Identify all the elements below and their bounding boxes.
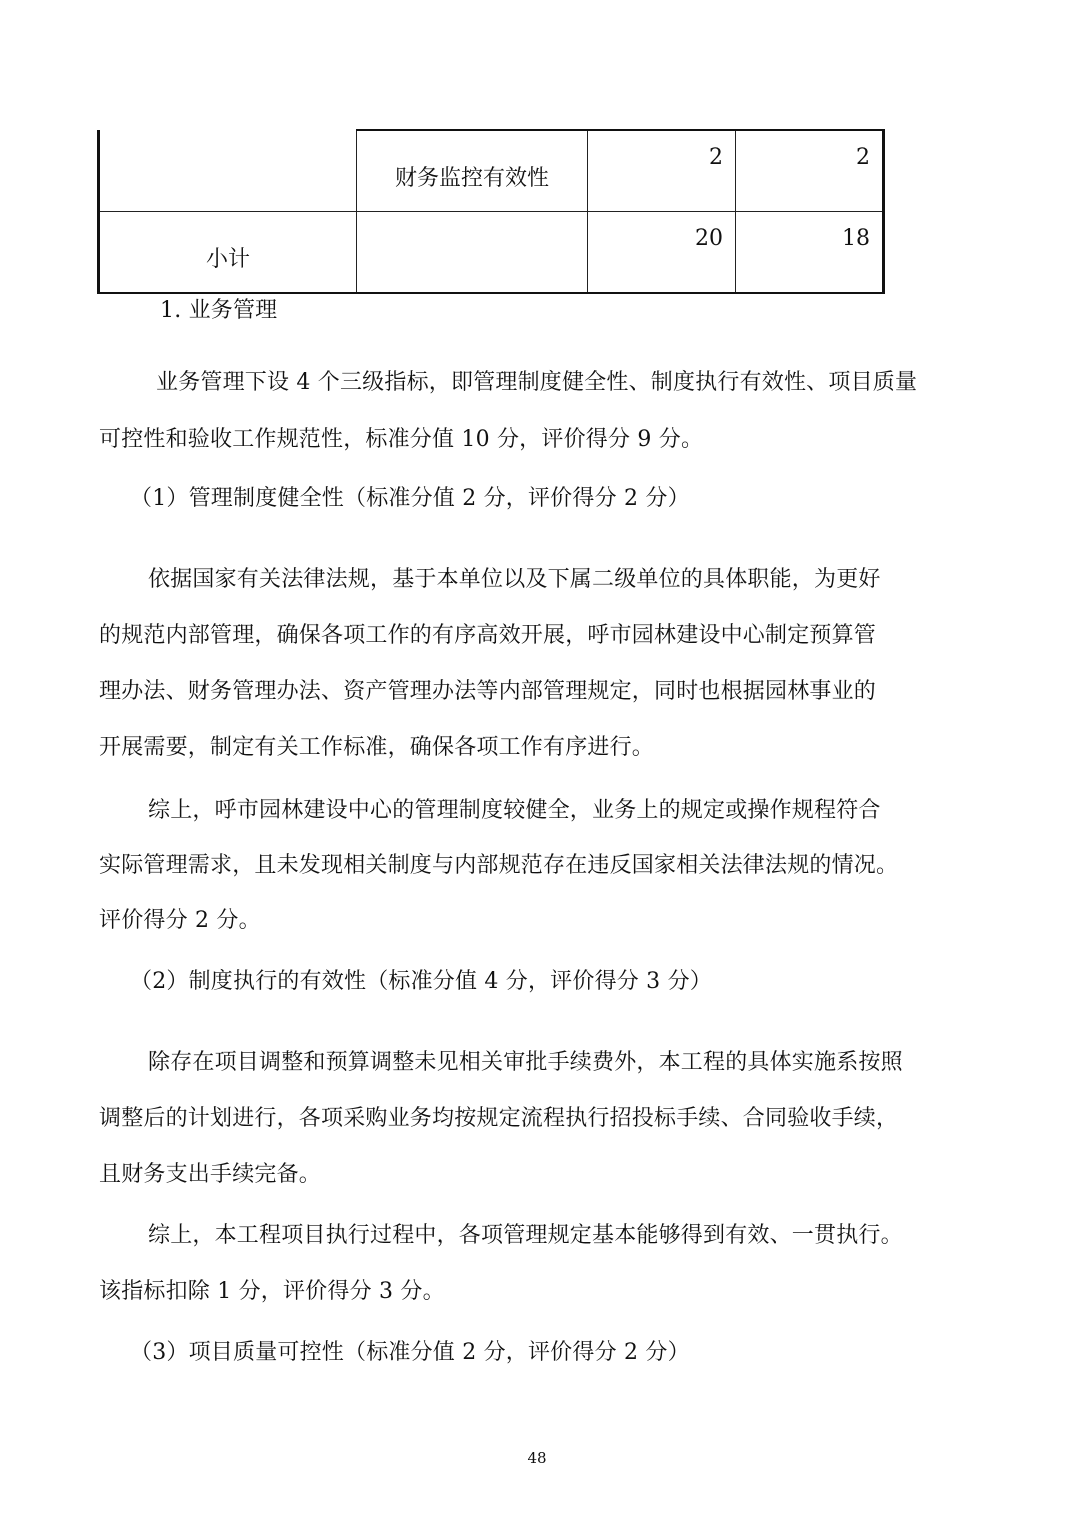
paragraph-line: 调整后的计划进行，各项采购业务均按规定流程执行招投标手续、合同验收手续， bbox=[99, 1106, 899, 1131]
page-number: 48 bbox=[527, 1449, 547, 1467]
table-row bbox=[99, 130, 884, 212]
paragraph-line: 开展需要，制定有关工作标准，确保各项工作有序进行。 bbox=[99, 735, 655, 760]
table-row bbox=[99, 212, 884, 294]
subsection-heading: （3）项目质量可控性（标准分值 2 分，评价得分 2 分） bbox=[130, 1340, 690, 1365]
subsection-heading: （2）制度执行的有效性（标准分值 4 分，评价得分 3 分） bbox=[130, 969, 712, 994]
subsection-heading: （1）管理制度健全性（标准分值 2 分，评价得分 2 分） bbox=[130, 486, 690, 511]
standard-score-cell: 2 bbox=[588, 130, 736, 212]
paragraph-line: 且财务支出手续完备。 bbox=[99, 1162, 322, 1187]
section-heading: 1. 业务管理 bbox=[160, 298, 278, 323]
score-table bbox=[97, 129, 885, 294]
subtotal-label-cell: 小计 bbox=[99, 212, 357, 294]
paragraph-line: 综上，呼市园林建设中心的管理制度较健全，业务上的规定或操作规程符合 bbox=[148, 798, 881, 823]
paragraph-line: 该指标扣除 1 分，评价得分 3 分。 bbox=[99, 1279, 445, 1304]
paragraph-line: 的规范内部管理，确保各项工作的有序高效开展，呼市园林建设中心制定预算管 bbox=[99, 623, 877, 648]
paragraph-line: 综上，本工程项目执行过程中，各项管理规定基本能够得到有效、一贯执行。 bbox=[148, 1223, 903, 1248]
paragraph-line: 理办法、财务管理办法、资产管理办法等内部管理规定，同时也根据园林事业的 bbox=[99, 679, 877, 704]
actual-score-cell: 2 bbox=[736, 130, 884, 212]
actual-score-cell: 18 bbox=[736, 212, 884, 294]
indicator-cell bbox=[99, 130, 357, 212]
paragraph-line: 可控性和验收工作规范性，标准分值 10 分，评价得分 9 分。 bbox=[99, 427, 704, 452]
standard-score-cell: 20 bbox=[588, 212, 736, 294]
sub-indicator-cell: 财务监控有效性 bbox=[357, 130, 588, 212]
sub-indicator-cell bbox=[357, 212, 588, 294]
paragraph-line: 业务管理下设 4 个三级指标，即管理制度健全性、制度执行有效性、项目质量 bbox=[156, 370, 918, 395]
paragraph-line: 实际管理需求，且未发现相关制度与内部规范存在违反国家相关法律法规的情况。 bbox=[99, 853, 899, 878]
paragraph-line: 评价得分 2 分。 bbox=[99, 908, 261, 933]
paragraph-line: 依据国家有关法律法规，基于本单位以及下属二级单位的具体职能，为更好 bbox=[148, 567, 881, 592]
paragraph-line: 除存在项目调整和预算调整未见相关审批手续费外，本工程的具体实施系按照 bbox=[148, 1050, 903, 1075]
